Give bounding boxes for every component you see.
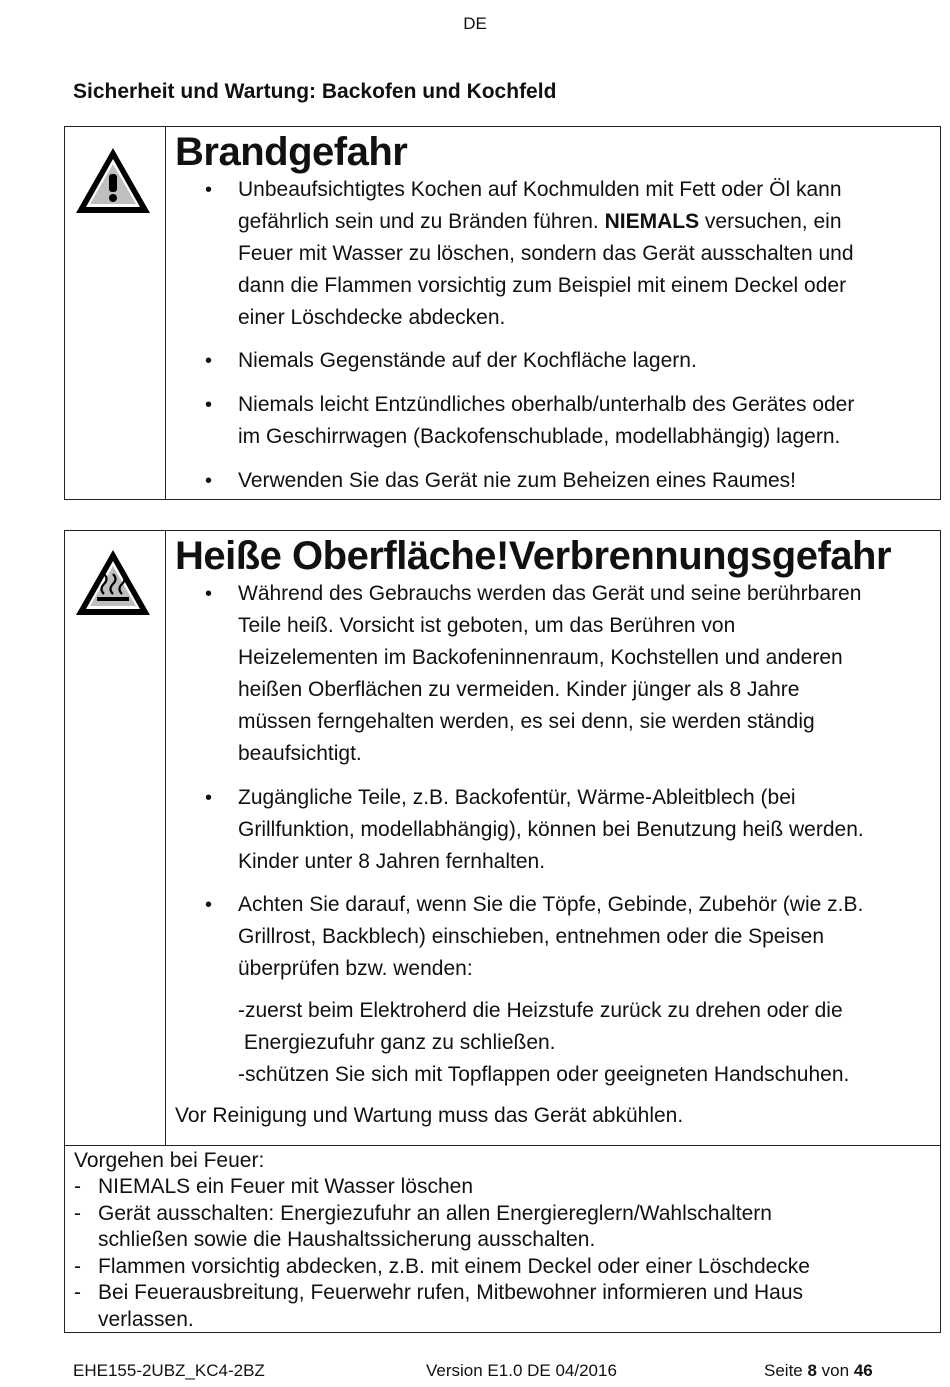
icon-column xyxy=(65,531,166,1145)
list-item: schließen sowie die Haushaltssicherung ausschalten. xyxy=(98,1228,596,1251)
language-label: DE xyxy=(463,14,487,33)
fire-procedure-title: Vorgehen bei Feuer: xyxy=(74,1149,265,1172)
list-dash: - xyxy=(74,1202,81,1225)
bullet-dot: • xyxy=(205,350,213,372)
bullet-dot: • xyxy=(205,894,213,916)
bullet-text: Zugängliche Teile, z.B. Backofentür, Wärme-Ableitblech (bei xyxy=(238,786,796,809)
bullet-text: Teile heiß. Vorsicht ist geboten, um das Berühren von xyxy=(238,614,736,637)
sub-instruction: Energiezufuhr ganz zu schließen. xyxy=(238,1031,556,1054)
bullet-dot: • xyxy=(205,583,213,605)
bullet-text: Unbeaufsichtigtes Kochen auf Kochmulden mit Fett oder Öl kann xyxy=(238,178,842,201)
sub-instruction: -zuerst beim Elektroherd die Heizstufe zurück zu drehen oder die xyxy=(238,999,843,1022)
bullet-text: Kinder unter 8 Jahren fernhalten. xyxy=(238,850,546,873)
fire-hazard-heading: Brandgefahr xyxy=(175,130,408,174)
icon-column xyxy=(65,127,166,499)
bullet-text: Feuer mit Wasser zu löschen, sondern das Gerät ausschalten und xyxy=(238,242,854,265)
list-item: Flammen vorsichtig abdecken, z.B. mit einem Deckel oder einer Löschdecke xyxy=(98,1255,810,1278)
bullet-text: einer Löschdecke abdecken. xyxy=(238,306,506,329)
list-item: NIEMALS ein Feuer mit Wasser löschen xyxy=(98,1175,474,1198)
warning-triangle-icon xyxy=(73,144,153,216)
emphasis-text: NIEMALS xyxy=(604,210,700,233)
list-dash: - xyxy=(74,1255,81,1278)
fire-procedure xyxy=(65,1145,940,1331)
bullet-dot: • xyxy=(205,470,213,492)
bullet-text: Niemals Gegenstände auf der Kochfläche lagern. xyxy=(238,349,697,372)
bullet-text: Grillfunktion, modellabhängig), können bei Benutzung heiß werden. xyxy=(238,818,864,841)
hot-surface-box xyxy=(64,530,941,1333)
bullet-text: überprüfen bzw. wenden: xyxy=(238,957,473,980)
bullet-dot: • xyxy=(205,179,213,201)
bullet-text: Grillrost, Backblech) einschieben, entnehmen oder die Speisen xyxy=(238,925,825,948)
bullet-dot: • xyxy=(205,787,213,809)
list-item: Bei Feuerausbreitung, Feuerwehr rufen, Mitbewohner informieren und Haus xyxy=(98,1281,804,1304)
bullet-text: Während des Gebrauchs werden das Gerät und seine berührbaren xyxy=(238,582,862,605)
bullet-text: dann die Flammen vorsichtig zum Beispiel mit einem Deckel oder xyxy=(238,274,847,297)
bullet-text: Verwenden Sie das Gerät nie zum Beheizen eines Raumes! xyxy=(238,469,796,492)
bullet-text: beaufsichtigt. xyxy=(238,742,362,765)
cooling-note: Vor Reinigung und Wartung muss das Gerät abkühlen. xyxy=(175,1104,684,1127)
bullet-text: müssen ferngehalten werden, es sei denn, sie werden ständig xyxy=(238,710,815,733)
list-dash: - xyxy=(74,1281,81,1304)
bullet-text: im Geschirrwagen (Backofenschublade, modellabhängig) lagern. xyxy=(238,425,841,448)
list-dash: - xyxy=(74,1175,81,1198)
footer-model: EHE155-2UBZ_KC4-2BZ xyxy=(73,1361,265,1380)
bullet-text: gefährlich sein und zu Bränden führen. NIEMALS versuchen, ein xyxy=(238,210,842,233)
list-item: verlassen. xyxy=(98,1308,194,1331)
fire-hazard-box xyxy=(64,126,941,500)
hot-surface-icon xyxy=(73,546,153,618)
section-title: Sicherheit und Wartung: Backofen und Kochfeld xyxy=(73,80,557,103)
bullet-text: Achten Sie darauf, wenn Sie die Töpfe, Gebinde, Zubehör (wie z.B. xyxy=(238,893,864,916)
sub-instruction: -schützen Sie sich mit Topflappen oder geeigneten Handschuhen. xyxy=(238,1063,850,1086)
bullet-dot: • xyxy=(205,394,213,416)
footer-page: Seite 8 von 46 xyxy=(764,1361,873,1380)
bullet-text: Heizelementen im Backofeninnenraum, Kochstellen und anderen xyxy=(238,646,843,669)
footer-version: Version E1.0 DE 04/2016 xyxy=(426,1361,617,1380)
bullet-text: Niemals leicht Entzündliches oberhalb/unterhalb des Gerätes oder xyxy=(238,393,855,416)
bullet-text: heißen Oberflächen zu vermeiden. Kinder jünger als 8 Jahre xyxy=(238,678,800,701)
list-item: Gerät ausschalten: Energiezufuhr an allen Energiereglern/Wahlschaltern xyxy=(98,1202,772,1225)
hot-surface-heading: Heiße Oberfläche!Verbrennungsgefahr xyxy=(175,534,892,578)
